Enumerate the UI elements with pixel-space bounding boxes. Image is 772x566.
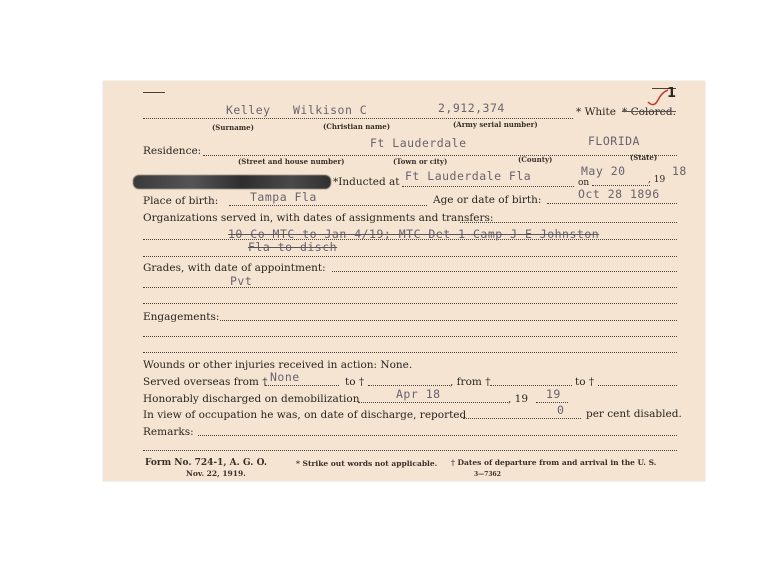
grades-line-0 bbox=[332, 271, 677, 272]
inducted-label: *Inducted at bbox=[333, 176, 400, 188]
birth-date-value: Oct 28 1896 bbox=[578, 187, 660, 201]
overseas-to-line bbox=[368, 385, 450, 386]
inducted-year-prefix: , 19 bbox=[648, 175, 666, 185]
record-mark: 1 bbox=[667, 86, 677, 101]
dates-note: † Dates of departure from and arrival in the U. S. bbox=[451, 458, 657, 467]
birth-place-line bbox=[229, 205, 427, 206]
birth-date-line bbox=[547, 203, 677, 204]
wounds-label: Wounds or other injuries received in action: None. bbox=[143, 359, 413, 371]
engagements-line-1 bbox=[143, 336, 677, 337]
surname-label: (Surname) bbox=[212, 123, 254, 132]
discharge-year-prefix: , 19 bbox=[508, 393, 529, 405]
birth-date-label: Age or date of birth: bbox=[433, 194, 542, 206]
serial-number-value: 2,912,374 bbox=[438, 101, 505, 115]
inducted-year-value: 18 bbox=[672, 164, 687, 178]
overseas-from2-label: , from † bbox=[450, 376, 491, 388]
top-dash bbox=[143, 92, 165, 93]
disability-suffix: per cent disabled. bbox=[586, 408, 682, 420]
christian-name-label: (Christian name) bbox=[323, 122, 391, 131]
organizations-label: Organizations served in, with dates of assignments and transfers: bbox=[143, 212, 494, 224]
organizations-value-2: Fla to disch bbox=[248, 240, 338, 254]
inducted-place-value: Ft Lauderdale Fla bbox=[405, 169, 532, 183]
overseas-from-line bbox=[265, 385, 339, 386]
overseas-from-value: None bbox=[270, 370, 300, 384]
discharge-label: Honorably discharged on demobilization bbox=[143, 393, 360, 405]
check-mark-icon bbox=[646, 88, 670, 108]
inducted-date-value: May 20 bbox=[581, 164, 626, 178]
grades-line-2 bbox=[143, 303, 677, 304]
state-label: (State) bbox=[630, 153, 658, 162]
overseas-to-label: to † bbox=[345, 376, 365, 388]
remarks-line-0 bbox=[198, 435, 677, 436]
discharge-date-value: Apr 18 bbox=[396, 387, 441, 401]
discharge-date-line bbox=[358, 402, 508, 403]
grades-value: Pvt bbox=[230, 274, 253, 288]
residence-label: Residence: bbox=[143, 145, 202, 157]
engagements-label: Engagements: bbox=[143, 311, 220, 323]
grades-line-1 bbox=[143, 287, 677, 288]
overseas-to2-label: to † bbox=[575, 376, 595, 388]
organizations-line-1 bbox=[143, 239, 677, 240]
organizations-line-2 bbox=[143, 256, 677, 257]
surname-value: Kelley bbox=[226, 103, 271, 117]
christian-name-value: Wilkison C bbox=[293, 103, 368, 117]
strike-note: * Strike out words not applicable. bbox=[296, 459, 438, 468]
remarks-line-1 bbox=[143, 450, 677, 451]
engagements-line-2 bbox=[143, 352, 677, 353]
form-number: Form No. 724-1, A. G. O. bbox=[145, 458, 268, 468]
disability-line bbox=[463, 418, 581, 419]
grades-label: Grades, with date of appointment: bbox=[143, 262, 326, 274]
street-label: (Street and house number) bbox=[238, 157, 345, 166]
remarks-label: Remarks: bbox=[143, 426, 194, 438]
inducted-date-line bbox=[592, 185, 650, 186]
residence-state-value: FLORIDA bbox=[588, 134, 640, 148]
birth-place-label: Place of birth: bbox=[143, 195, 219, 207]
print-code: 3—7362 bbox=[474, 471, 501, 478]
county-label: (County) bbox=[518, 155, 553, 164]
colored-label: * Colored. bbox=[622, 106, 676, 118]
serial-number-label: (Army serial number) bbox=[453, 120, 538, 129]
residence-town-value: Ft Lauderdale bbox=[370, 136, 467, 150]
discharge-year-value: 19 bbox=[546, 387, 561, 401]
white-label: * White bbox=[576, 106, 616, 118]
overseas-to2-line bbox=[598, 385, 677, 386]
organizations-line-0 bbox=[460, 222, 677, 223]
inducted-on-label: on bbox=[578, 178, 590, 188]
redacted-stamp bbox=[133, 175, 331, 189]
name-line bbox=[143, 118, 573, 119]
overseas-from2-line bbox=[490, 385, 572, 386]
form-date: Nov. 22, 1919. bbox=[186, 469, 246, 478]
birth-place-value: Tampa Fla bbox=[250, 190, 317, 204]
engagements-line-0 bbox=[220, 320, 677, 321]
disability-value: 0 bbox=[557, 403, 565, 417]
disability-label: In view of occupation he was, on date of discharge, reported bbox=[143, 409, 467, 421]
inducted-line bbox=[402, 186, 574, 187]
organizations-value-1: 10 Co MTC to Jan 4/19; MTC Det 1 Camp J E Johnston bbox=[228, 227, 600, 241]
overseas-label: Served overseas from † bbox=[143, 376, 268, 388]
town-label: (Town or city) bbox=[393, 157, 448, 166]
residence-line bbox=[203, 155, 677, 156]
